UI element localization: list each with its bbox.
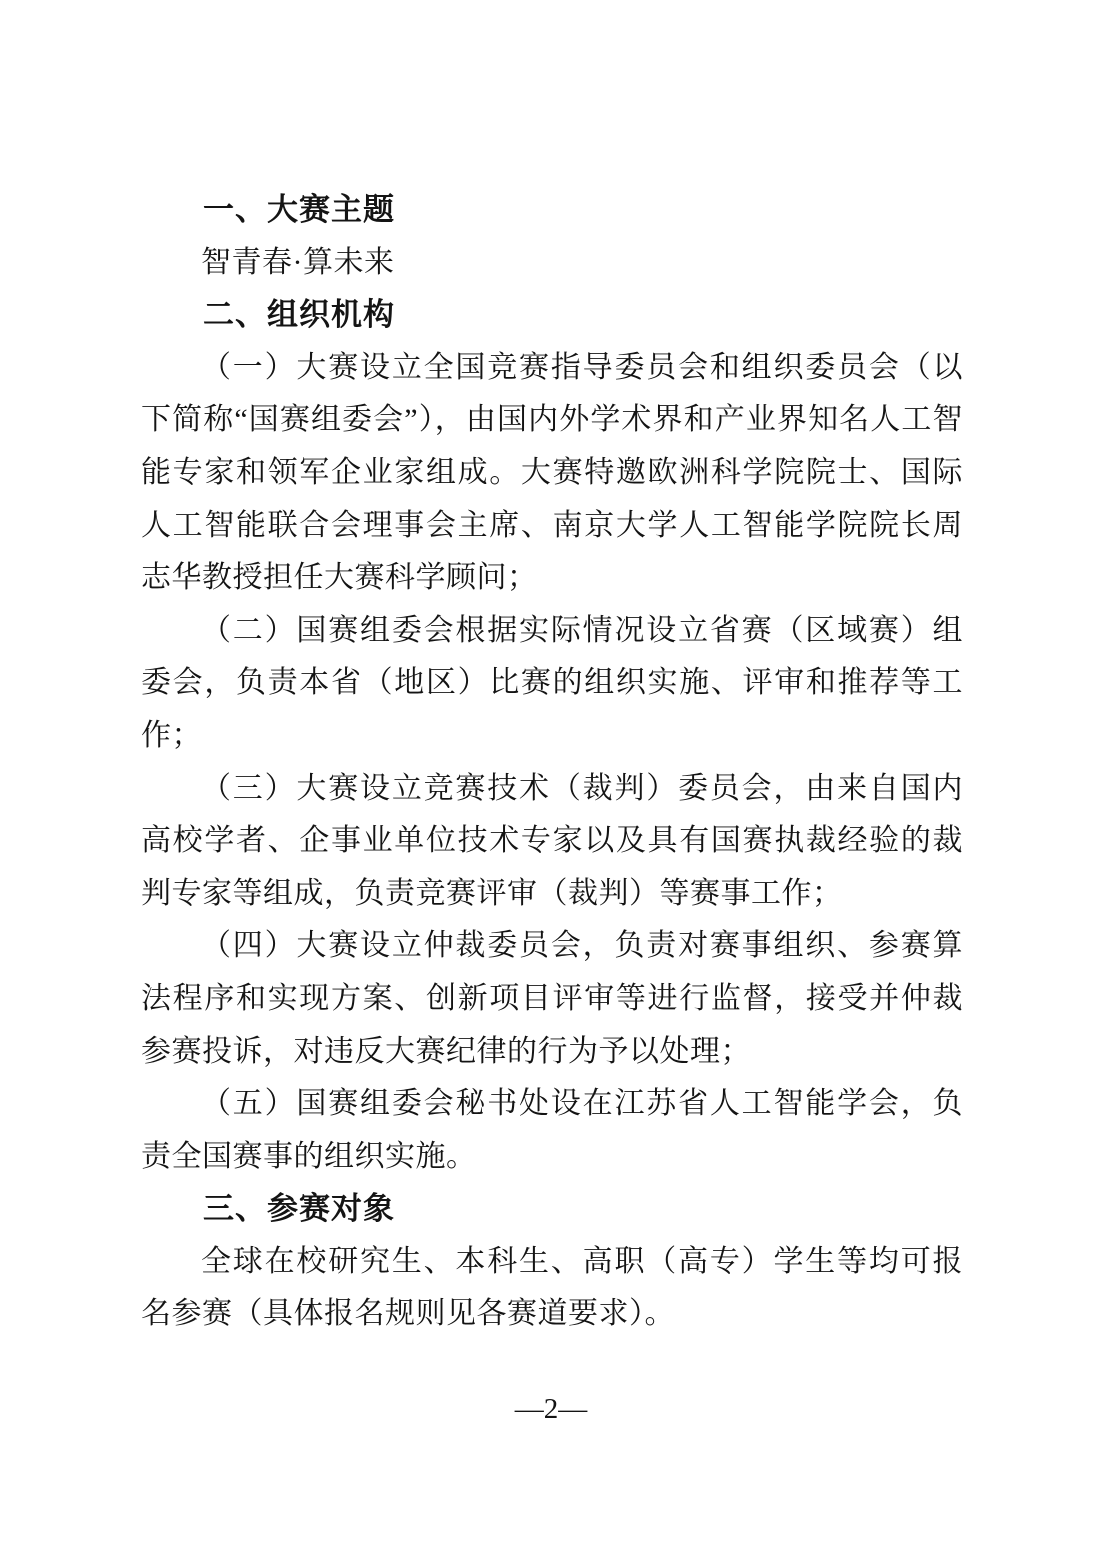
paragraph-theme: 智青春·算未来 xyxy=(201,245,395,279)
section-heading-organization: 二、组织机构 xyxy=(203,297,395,333)
paragraph-org-1: （一）大赛设立全国竞赛指导委员会和组织委员会（以下简称“国赛组委会”），由国内外学术界和产业界知名人工智能专家和领军企业家组成。大赛特邀欧洲科学院院士、国际人工智能联合会理事会主席、南京大学人工智能学院院长周志华教授担任大赛科学顾问； xyxy=(141,350,963,595)
document-body xyxy=(141,184,963,1341)
page-number: —2— xyxy=(514,1393,588,1425)
paragraph-org-4: （四）大赛设立仲裁委员会，负责对赛事组织、参赛算法程序和实现方案、创新项目评审等进行监督，接受并仲裁参赛投诉，对违反大赛纪律的行为予以处理； xyxy=(141,929,963,1068)
section-heading-participants: 三、参赛对象 xyxy=(203,1191,395,1227)
paragraph-participants: 全球在校研究生、本科生、高职（高专）学生等均可报名参赛（具体报名规则见各赛道要求）。 xyxy=(141,1244,963,1331)
paragraph-org-3: （三）大赛设立竞赛技术（裁判）委员会，由来自国内高校学者、企事业单位技术专家以及具有国赛执裁经验的裁判专家等组成，负责竞赛评审（裁判）等赛事工作； xyxy=(141,771,963,910)
paragraph-org-2: （二）国赛组委会根据实际情况设立省赛（区域赛）组委会，负责本省（地区）比赛的组织实施、评审和推荐等工作； xyxy=(141,613,963,752)
paragraph-org-5: （五）国赛组委会秘书处设在江苏省人工智能学会，负责全国赛事的组织实施。 xyxy=(141,1087,963,1173)
section-heading-theme: 一、大赛主题 xyxy=(203,192,395,227)
